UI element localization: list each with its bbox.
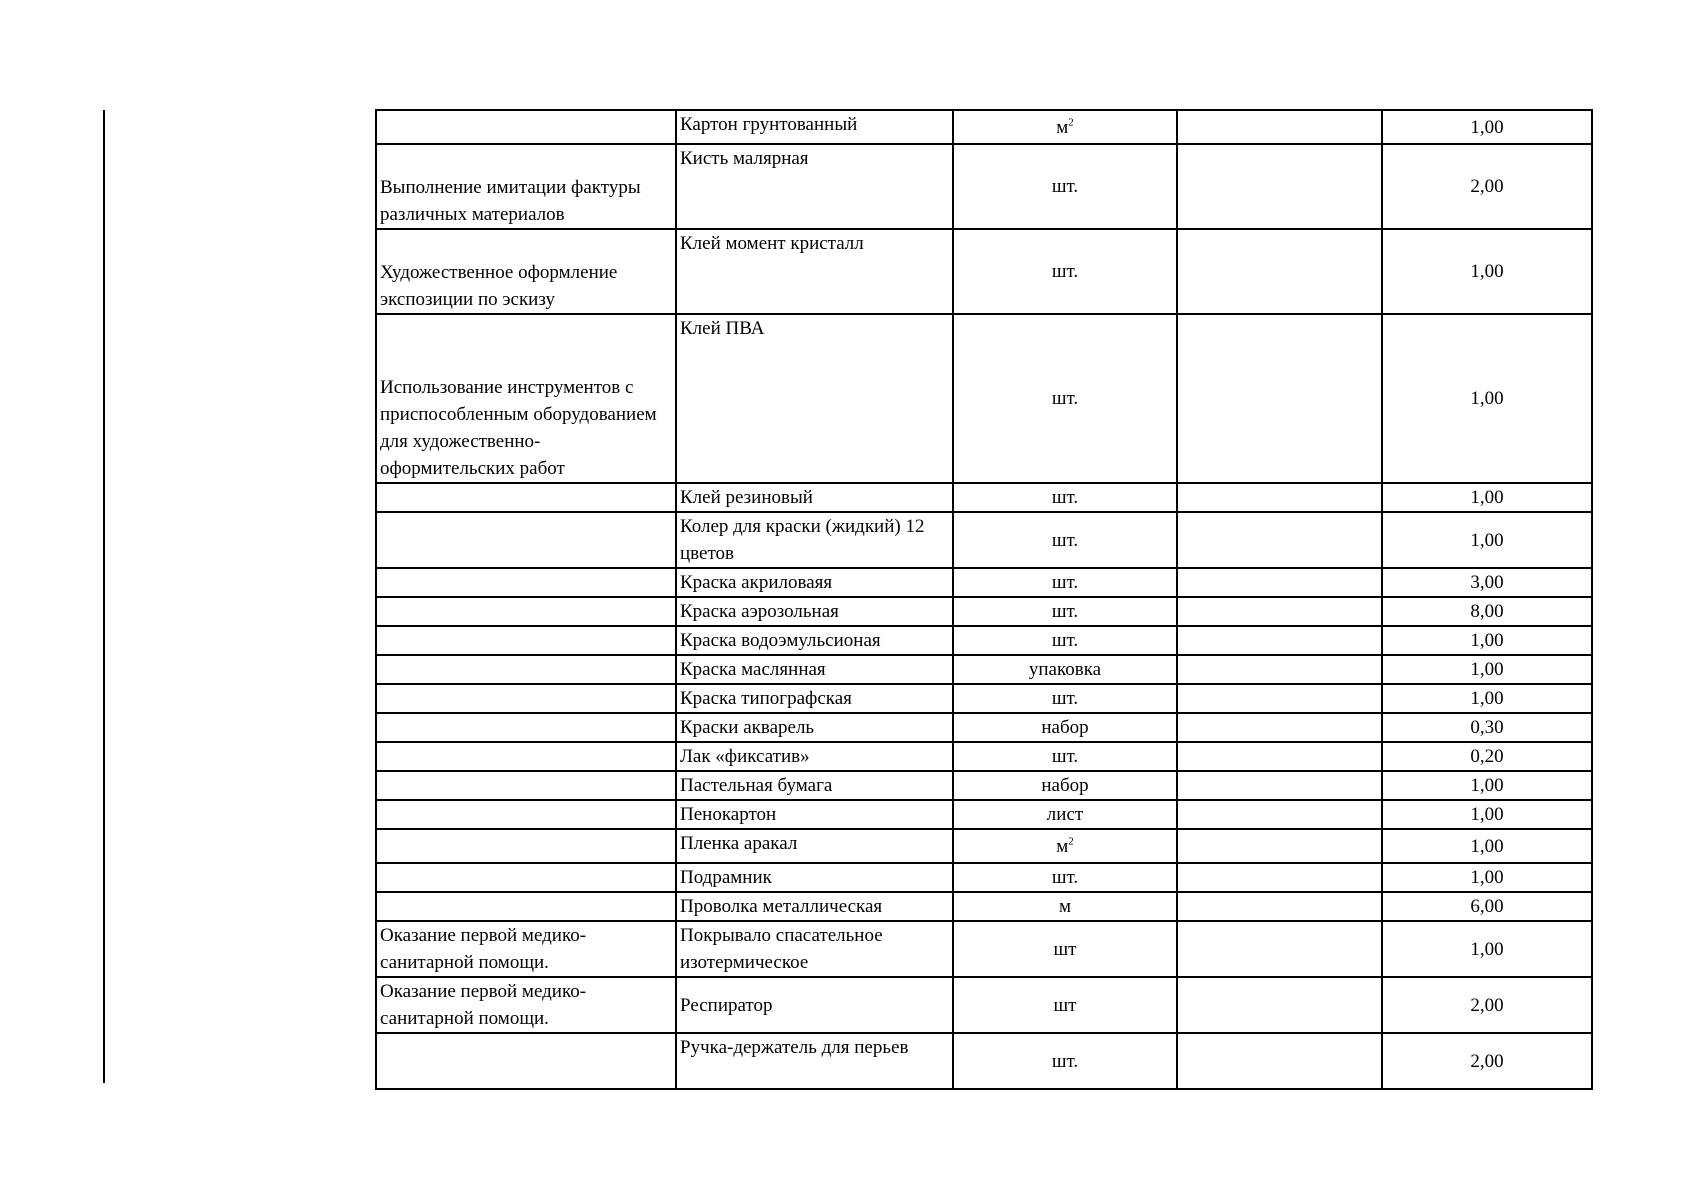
quantity-cell: 1,00: [1382, 921, 1592, 977]
empty-cell: [1177, 921, 1382, 977]
unit-cell: шт.: [953, 483, 1177, 512]
work-cell: [376, 684, 676, 713]
quantity-cell: 1,00: [1382, 110, 1592, 144]
unit-cell: шт.: [953, 314, 1177, 483]
quantity-cell: 0,20: [1382, 742, 1592, 771]
table-row: [376, 597, 1592, 626]
empty-cell: [1177, 800, 1382, 829]
materials-table: [375, 109, 1593, 1090]
unit-cell: шт.: [953, 684, 1177, 713]
margin-rule: [103, 110, 105, 1083]
quantity-cell: 3,00: [1382, 568, 1592, 597]
quantity-cell: 2,00: [1382, 144, 1592, 229]
material-name-cell: Покрывало спасательное изотермическое: [676, 921, 953, 977]
material-name-cell: Краска акриловаяя: [676, 568, 953, 597]
material-name-cell: Респиратор: [676, 977, 953, 1033]
material-name-cell: Кисть малярная: [676, 144, 953, 229]
material-name-cell: Краска водоэмульсионая: [676, 626, 953, 655]
table-row: [376, 626, 1592, 655]
quantity-cell: 1,00: [1382, 684, 1592, 713]
unit-cell: [953, 829, 1177, 863]
unit-cell: шт.: [953, 742, 1177, 771]
empty-cell: [1177, 892, 1382, 921]
empty-cell: [1177, 229, 1382, 314]
material-name-cell: Клей ПВА: [676, 314, 953, 483]
work-cell: [376, 512, 676, 568]
unit-cell: шт.: [953, 597, 1177, 626]
unit-superscript: 2: [1068, 116, 1074, 129]
table-row: [376, 977, 1592, 1033]
table-row: [376, 314, 1592, 483]
work-cell: [376, 483, 676, 512]
material-name-cell: Ручка-держатель для перьев: [676, 1033, 953, 1089]
table-row: [376, 144, 1592, 229]
work-cell: [376, 771, 676, 800]
unit-cell: шт.: [953, 512, 1177, 568]
empty-cell: [1177, 713, 1382, 742]
unit-cell: набор: [953, 771, 1177, 800]
table-row: [376, 568, 1592, 597]
empty-cell: [1177, 742, 1382, 771]
work-cell: [376, 742, 676, 771]
work-cell: [376, 1033, 676, 1089]
material-name-cell: Подрамник: [676, 863, 953, 892]
empty-cell: [1177, 977, 1382, 1033]
empty-cell: [1177, 512, 1382, 568]
quantity-cell: 2,00: [1382, 1033, 1592, 1089]
quantity-cell: 1,00: [1382, 626, 1592, 655]
material-name-cell: Краска типографская: [676, 684, 953, 713]
unit-cell: шт: [953, 977, 1177, 1033]
table-row: [376, 829, 1592, 863]
quantity-cell: 1,00: [1382, 512, 1592, 568]
unit-cell: шт.: [953, 1033, 1177, 1089]
work-cell: Художественное оформление экспозиции по эскизу: [376, 229, 676, 314]
unit-cell: м: [953, 892, 1177, 921]
empty-cell: [1177, 144, 1382, 229]
unit-cell: шт.: [953, 229, 1177, 314]
unit-cell: шт.: [953, 863, 1177, 892]
table-row: [376, 921, 1592, 977]
work-cell: Выполнение имитации фактуры различных материалов: [376, 144, 676, 229]
empty-cell: [1177, 1033, 1382, 1089]
work-cell: Оказание первой медико-санитарной помощи.: [376, 977, 676, 1033]
quantity-cell: 1,00: [1382, 863, 1592, 892]
material-name-cell: Пастельная бумага: [676, 771, 953, 800]
quantity-cell: 1,00: [1382, 655, 1592, 684]
unit-superscript: 2: [1068, 835, 1074, 848]
empty-cell: [1177, 863, 1382, 892]
work-cell: [376, 110, 676, 144]
quantity-cell: 1,00: [1382, 800, 1592, 829]
unit-cell: [953, 110, 1177, 144]
quantity-cell: 0,30: [1382, 713, 1592, 742]
quantity-cell: 1,00: [1382, 829, 1592, 863]
unit-cell: упаковка: [953, 655, 1177, 684]
unit-cell: шт.: [953, 568, 1177, 597]
table-row: [376, 512, 1592, 568]
empty-cell: [1177, 655, 1382, 684]
quantity-cell: 6,00: [1382, 892, 1592, 921]
table-row: [376, 742, 1592, 771]
material-name-cell: Пленка аракал: [676, 829, 953, 863]
table-row: [376, 863, 1592, 892]
table-row: [376, 655, 1592, 684]
material-name-cell: Колер для краски (жидкий) 12 цветов: [676, 512, 953, 568]
empty-cell: [1177, 829, 1382, 863]
unit-cell: лист: [953, 800, 1177, 829]
quantity-cell: 1,00: [1382, 771, 1592, 800]
work-cell: Использование инструментов с приспособленным оборудованием для художественно-оформительских работ: [376, 314, 676, 483]
work-cell: Оказание первой медико-санитарной помощи.: [376, 921, 676, 977]
material-name-cell: Клей резиновый: [676, 483, 953, 512]
quantity-cell: 1,00: [1382, 314, 1592, 483]
empty-cell: [1177, 597, 1382, 626]
material-name-cell: Краска маслянная: [676, 655, 953, 684]
empty-cell: [1177, 771, 1382, 800]
work-cell: [376, 655, 676, 684]
table-row: [376, 771, 1592, 800]
work-cell: [376, 597, 676, 626]
unit-cell: шт.: [953, 144, 1177, 229]
work-cell: [376, 863, 676, 892]
table-row: [376, 229, 1592, 314]
empty-cell: [1177, 483, 1382, 512]
work-cell: [376, 800, 676, 829]
table-row: [376, 1033, 1592, 1089]
empty-cell: [1177, 626, 1382, 655]
unit-text: м: [1056, 835, 1069, 857]
table-row: [376, 800, 1592, 829]
material-name-cell: Краски акварель: [676, 713, 953, 742]
material-name-cell: Клей момент кристалл: [676, 229, 953, 314]
table-row: [376, 713, 1592, 742]
empty-cell: [1177, 110, 1382, 144]
material-name-cell: Проволка металлическая: [676, 892, 953, 921]
empty-cell: [1177, 568, 1382, 597]
table-row: [376, 110, 1592, 144]
unit-cell: шт.: [953, 626, 1177, 655]
empty-cell: [1177, 684, 1382, 713]
unit-cell: шт: [953, 921, 1177, 977]
work-cell: [376, 713, 676, 742]
table-row: [376, 684, 1592, 713]
quantity-cell: 1,00: [1382, 483, 1592, 512]
material-name-cell: Краска аэрозольная: [676, 597, 953, 626]
material-name-cell: Картон грунтованный: [676, 110, 953, 144]
table-row: [376, 892, 1592, 921]
material-name-cell: Пенокартон: [676, 800, 953, 829]
work-cell: [376, 892, 676, 921]
quantity-cell: 8,00: [1382, 597, 1592, 626]
empty-cell: [1177, 314, 1382, 483]
quantity-cell: 2,00: [1382, 977, 1592, 1033]
unit-cell: набор: [953, 713, 1177, 742]
work-cell: [376, 829, 676, 863]
quantity-cell: 1,00: [1382, 229, 1592, 314]
work-cell: [376, 568, 676, 597]
table-row: [376, 483, 1592, 512]
material-name-cell: Лак «фиксатив»: [676, 742, 953, 771]
unit-text: м: [1056, 116, 1069, 138]
work-cell: [376, 626, 676, 655]
